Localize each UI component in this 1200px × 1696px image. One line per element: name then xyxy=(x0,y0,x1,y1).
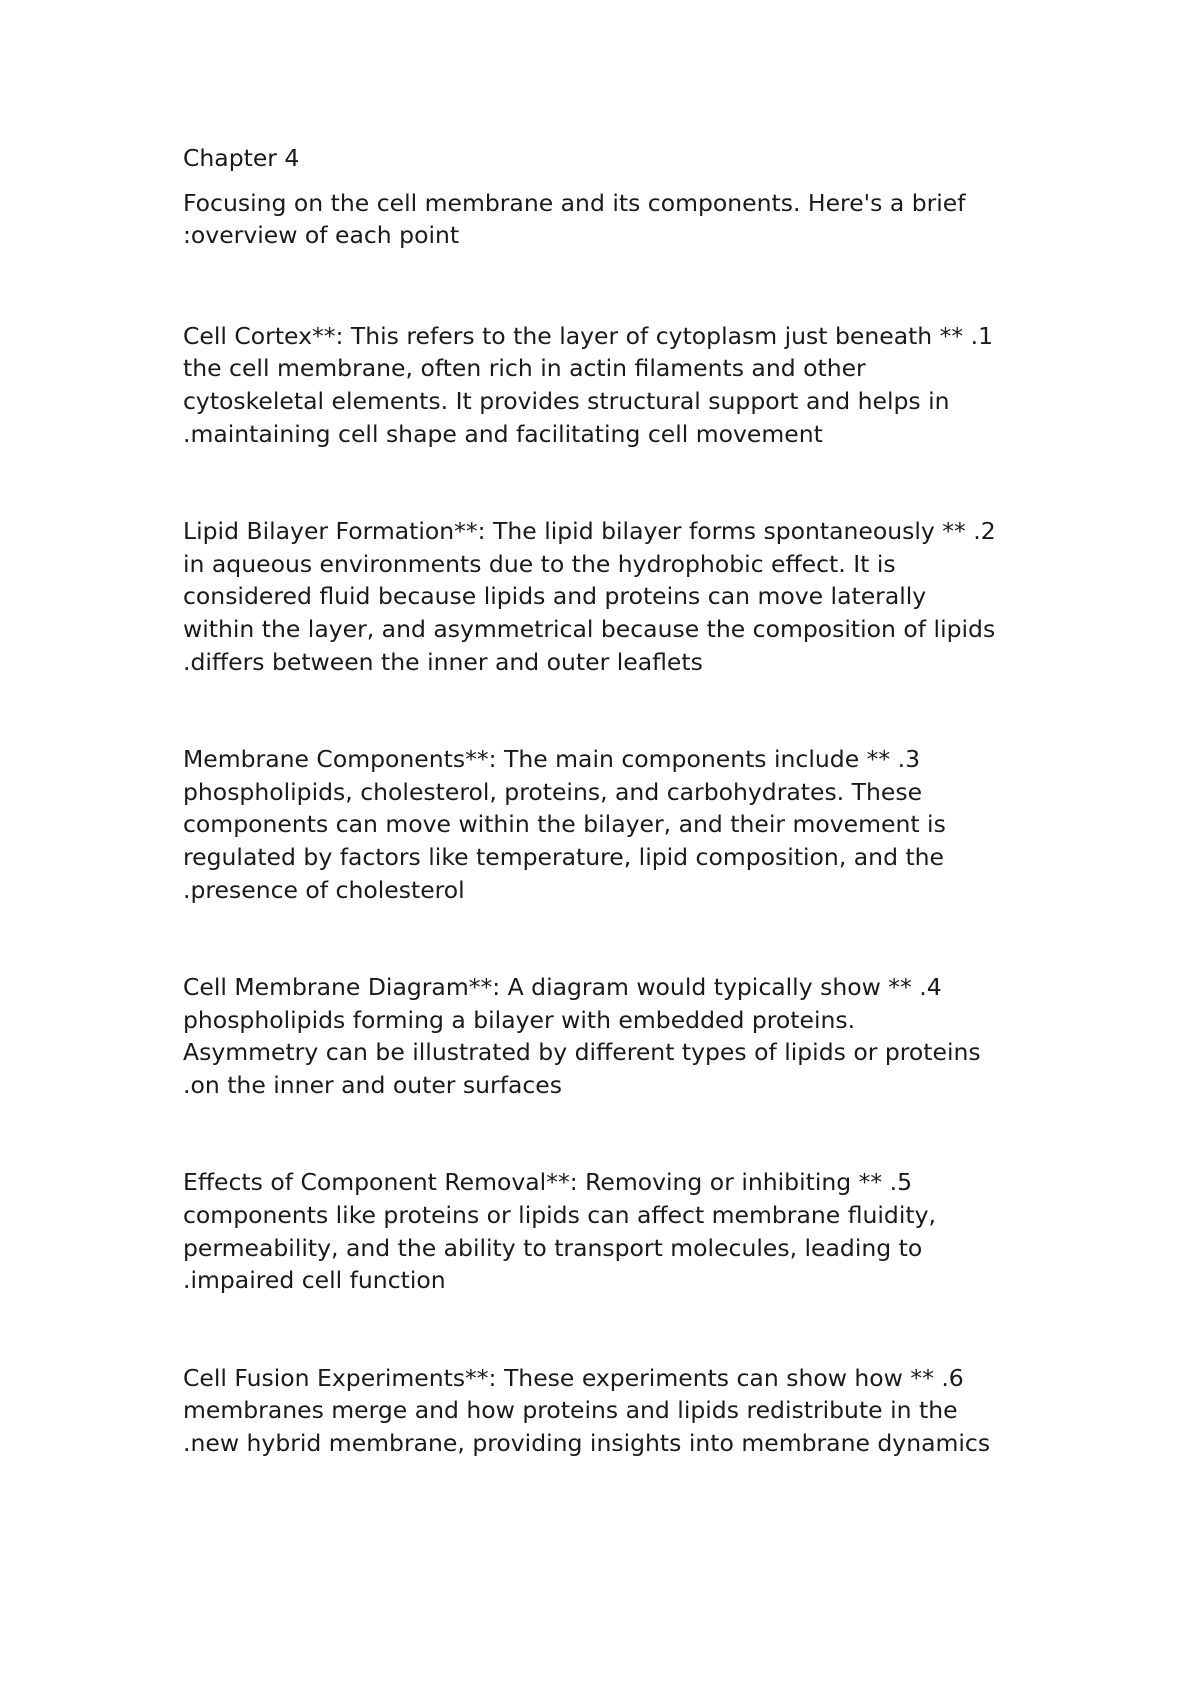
item-line: .new hybrid membrane, providing insights into membrane dynamics xyxy=(183,1429,991,1458)
item-line: Membrane Components**: The main components include ** .3 xyxy=(183,745,921,774)
item-line: cytoskeletal elements. It provides structural support and helps in xyxy=(183,386,950,415)
item-line: phospholipids forming a bilayer with embedded proteins. xyxy=(183,1005,856,1034)
item-line: components can move within the bilayer, and their movement is xyxy=(183,810,946,839)
item-line: Cell Membrane Diagram**: A diagram would typically show ** .4 xyxy=(183,973,942,1002)
chapter-title: Chapter 4 xyxy=(183,144,300,172)
list-item-membrane-components xyxy=(183,743,1043,906)
item-line: .differs between the inner and outer leaflets xyxy=(183,647,703,676)
item-line: in aqueous environments due to the hydrophobic effect. It is xyxy=(183,549,896,578)
item-line: .maintaining cell shape and facilitating cell movement xyxy=(183,419,823,448)
intro-line: :overview of each point xyxy=(183,221,460,250)
item-line: considered fluid because lipids and proteins can move laterally xyxy=(183,582,927,611)
item-line: Cell Cortex**: This refers to the layer of cytoplasm just beneath ** .1 xyxy=(183,321,994,350)
item-line: Lipid Bilayer Formation**: The lipid bilayer forms spontaneously ** .2 xyxy=(183,517,996,546)
item-line: Cell Fusion Experiments**: These experiments can show how ** .6 xyxy=(183,1363,964,1392)
item-line: permeability, and the ability to transport molecules, leading to xyxy=(183,1233,923,1262)
intro-paragraph xyxy=(183,187,1043,252)
list-item-membrane-diagram xyxy=(183,971,1043,1101)
item-line: Effects of Component Removal**: Removing or inhibiting ** .5 xyxy=(183,1168,913,1197)
list-item-lipid-bilayer xyxy=(183,515,1043,678)
document-body xyxy=(183,142,1043,1460)
list-item-cell-fusion xyxy=(183,1362,1043,1460)
item-line: .impaired cell function xyxy=(183,1266,446,1295)
item-line: the cell membrane, often rich in actin filaments and other xyxy=(183,354,866,383)
list-item-component-removal xyxy=(183,1166,1043,1296)
item-line: membranes merge and how proteins and lipids redistribute in the xyxy=(183,1396,958,1425)
item-line: phospholipids, cholesterol, proteins, and carbohydrates. These xyxy=(183,777,923,806)
list-item-cell-cortex xyxy=(183,320,1043,450)
item-line: within the layer, and asymmetrical because the composition of lipids xyxy=(183,614,996,643)
item-line: .on the inner and outer surfaces xyxy=(183,1070,563,1099)
item-line: Asymmetry can be illustrated by different types of lipids or proteins xyxy=(183,1038,981,1067)
item-line: regulated by factors like temperature, lipid composition, and the xyxy=(183,842,945,871)
item-line: .presence of cholesterol xyxy=(183,875,465,904)
item-line: components like proteins or lipids can affect membrane fluidity, xyxy=(183,1201,936,1230)
intro-line: Focusing on the cell membrane and its components. Here's a brief xyxy=(183,188,966,217)
